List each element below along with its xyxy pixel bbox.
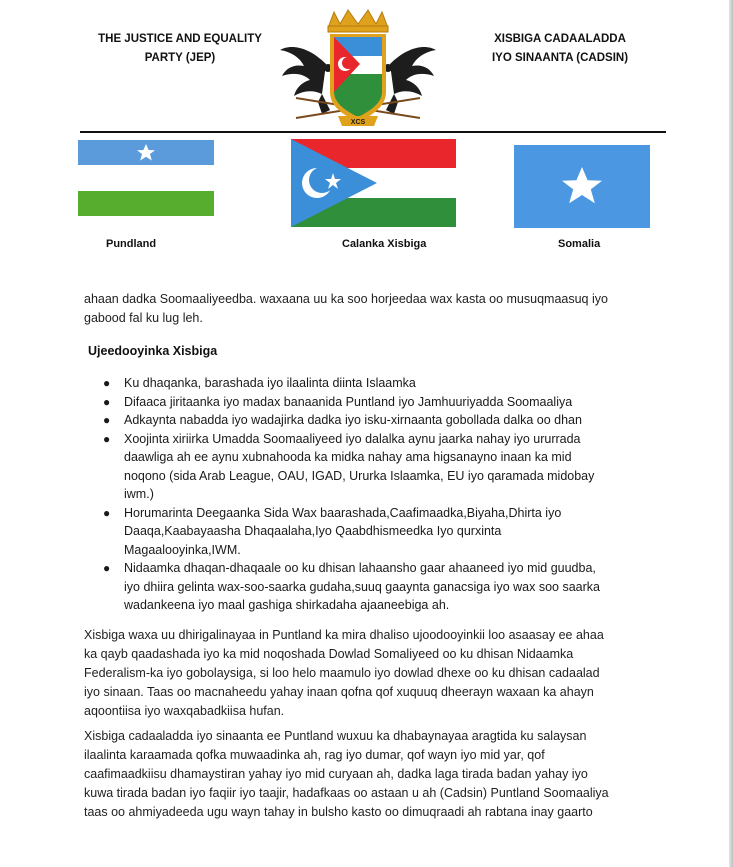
list-item [84, 559, 644, 615]
text-line: caafimaadkiisu dhamaystiran yahay iyo mid curyaan ah, dadka laga tirada badan yahay iyo [84, 767, 588, 781]
goals-heading: Ujeedooyinka Xisbiga [88, 344, 218, 358]
bullet-icon: ● [103, 413, 111, 427]
paragraph-federalism [84, 626, 644, 721]
text-line: Xoojinta xiriirka Umadda Soomaaliyeed iyo dalalka aynu jaarka nahay iyo ururrada [124, 431, 581, 446]
text-line: Federalism-ka iyo gobolaysiga, si loo helo maamulo iyo dowlad dhexe oo ku dhisan cadaalad [84, 666, 600, 680]
text-line: Horumarinta Deegaanka Sida Wax baarashada,Caafimaadka,Biyaha,Dhirta iyo [124, 505, 562, 520]
text-line: aqoontiisa iyo waxqabadkiisa hufan. [84, 704, 285, 718]
text-line: gabood fal ku lug leh. [84, 311, 203, 325]
party-name-somali [455, 30, 665, 68]
list-item [84, 411, 644, 430]
flag-label-party: Calanka Xisbiga [342, 238, 427, 250]
party-emblem-icon [278, 6, 438, 136]
page-edge [729, 0, 733, 867]
somalia-flag-icon [514, 145, 650, 228]
text-line: ahaan dadka Soomaaliyeedba. waxaana uu ka soo horjeedaa wax kasta oo musuqmaasuq iyo [84, 292, 608, 306]
bullet-icon: ● [103, 394, 111, 409]
text-line: Xisbiga waxa uu dhirigalinayaa in Puntland ka mira dhaliso ujoodooyinkii loo asaasay ee ahaa [84, 628, 604, 642]
header-divider [80, 131, 666, 133]
text-line: Adkaynta nabadda iyo wadajirka dadka iyo isku-xirnaanta gobollada dalka oo dhan [124, 413, 582, 427]
text-line: ka qayb qaadashada iyo ka mid noqoshada Dowlad Somaliyeed oo ku dhisan Nidaamka [84, 647, 574, 661]
bullet-icon: ● [103, 505, 111, 520]
text-line: Nidaamka dhaqan-dhaqaale oo ku dhisan lahaansho gaar ahaaneed iyo mid guudba, [124, 561, 596, 575]
right-eagle-icon [384, 47, 436, 114]
intro-paragraph [84, 290, 644, 328]
text-line: Magaalooyinka,IWM. [124, 542, 241, 557]
text-line: Difaaca jiritaanka iyo madax banaanida Puntland iyo Jamhuuriyadda Soomaaliya [124, 394, 573, 409]
crown-icon [328, 10, 388, 32]
party-name-somali-line-2: IYO SINAANTA (CADSIN) [491, 52, 629, 64]
list-item [84, 504, 644, 560]
text-line: iyo sinaan. Taas oo macnaheedu yahay inaan qofna qof xuquuq dheerayn waxaan ka ahayn [84, 685, 594, 699]
emblem-banner-text: XCS [350, 119, 366, 126]
text-line: Ku dhaqanka, barashada iyo ilaalinta diinta Islaamka [124, 376, 416, 390]
party-name-english-line-1: THE JUSTICE AND EQUALITY [98, 33, 262, 45]
flag-label-puntland: Pundland [106, 238, 157, 250]
text-line: ilaalinta karaamada qofka muwaadinka ah, rag iyo dumar, qof wayn iyo mid yar, qof [84, 748, 545, 762]
text-line: noqono (sida Arab League, OAU, IGAD, Ururka Islaamka, EU iyo qaramada midobay [124, 468, 595, 483]
bullet-icon: ● [103, 561, 111, 575]
bullet-icon: ● [103, 376, 111, 390]
text-line: iwm.) [124, 487, 154, 501]
party-name-somali-line-1: XISBIGA CADAALADDA [494, 33, 626, 45]
goals-list [84, 374, 644, 615]
left-eagle-icon [280, 47, 332, 114]
flag-label-somalia: Somalia [558, 238, 601, 250]
list-item [84, 374, 644, 393]
list-item [84, 430, 644, 504]
puntland-flag-icon [78, 140, 214, 216]
text-line: iyo dhiira gelinta wax-soo-saarka gudaha,suuq gaaynta ganacsiga iyo wax soo saarka [124, 579, 600, 594]
list-item [84, 393, 644, 412]
text-line: wadankeena iyo maal gashiga shirkadaha ajaaneebiga ah. [124, 598, 450, 612]
text-line: Daaqa,Kaabayaasha Dhaqaalaha,Iyo Qaabdhismeedka Iyo qurxinta [124, 524, 502, 538]
text-line: taas oo ahmiyadeeda ugu wayn tahay in bulsho kasto oo dimuqraadi ah rabtana inay gaarto [84, 805, 593, 819]
text-line: kuwa tirada badan iyo faqiir iyo taajir, hadafkaas oo astaan u ah (Cadsin) Puntland Soomaaliya [84, 786, 609, 800]
party-flag-icon [291, 139, 456, 227]
text-line: daawliga ah ee aynu xubnahooda ka midka nahay ama higsanayno inaan ka mid [124, 450, 572, 464]
party-name-english [80, 30, 280, 68]
party-name-english-line-2: PARTY (JEP) [144, 52, 216, 64]
paragraph-dignity [84, 727, 644, 822]
bullet-icon: ● [103, 431, 111, 446]
text-line: Xisbiga cadaaladda iyo sinaanta ee Puntland wuxuu ka dhabaynayaa aragtida ku salaysan [84, 729, 587, 743]
